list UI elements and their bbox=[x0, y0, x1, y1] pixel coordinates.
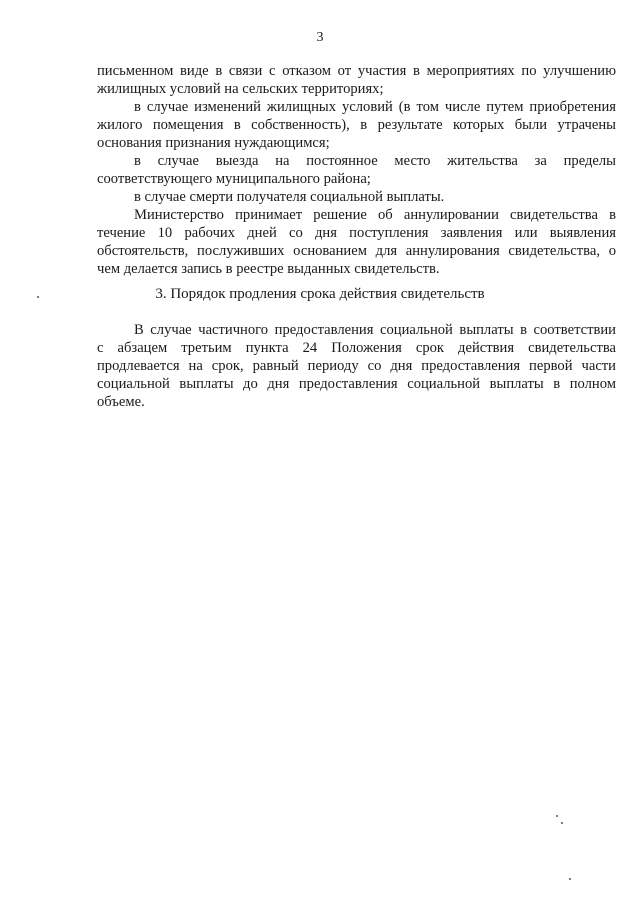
paragraph-2-line-1: в случае изменений жилищных условий (в том числе путем приобретения bbox=[134, 99, 616, 115]
paragraph-2-line-3: основания признания нуждающимся; bbox=[97, 135, 330, 151]
section-3-heading: 3. Порядок продления срока действия свидетельств bbox=[155, 286, 485, 302]
section-3-line-5: объеме. bbox=[97, 394, 145, 410]
paragraph-4-line-1: в случае смерти получателя социальной выплаты. bbox=[134, 189, 445, 205]
scan-speck bbox=[556, 815, 558, 817]
section-3-line-4: социальной выплаты до дня предоставления социальной выплаты в полном bbox=[97, 376, 616, 392]
paragraph-5-line-4: чем делается запись в реестре выданных свидетельств. bbox=[97, 261, 440, 277]
paragraph-3-line-2: соответствующего муниципального района; bbox=[97, 171, 371, 187]
scan-speck bbox=[569, 878, 571, 880]
scan-speck bbox=[37, 296, 39, 298]
paragraph-5-line-1: Министерство принимает решение об аннулировании свидетельства в bbox=[134, 207, 616, 223]
paragraph-2-line-2: жилого помещения в собственность), в результате которых были утрачены bbox=[97, 117, 616, 133]
paragraph-1-line-1: письменном виде в связи с отказом от участия в мероприятиях по улучшению bbox=[97, 63, 616, 79]
section-3-line-1: В случае частичного предоставления социальной выплаты в соответствии bbox=[134, 322, 616, 338]
scan-speck bbox=[561, 822, 563, 824]
page-number: 3 bbox=[316, 30, 324, 45]
paragraph-1-line-2: жилищных условий на сельских территориях; bbox=[97, 81, 384, 97]
paragraph-5-line-2: течение 10 рабочих дней со дня поступления заявления или выявления bbox=[97, 225, 616, 241]
section-3-line-2: с абзацем третьим пункта 24 Положения срок действия свидетельства bbox=[97, 340, 616, 356]
section-3-line-3: продлевается на срок, равный периоду со дня предоставления первой части bbox=[97, 358, 616, 374]
paragraph-5-line-3: обстоятельств, послуживших основанием для аннулирования свидетельства, о bbox=[97, 243, 616, 259]
paragraph-3-line-1: в случае выезда на постоянное место жительства за пределы bbox=[134, 153, 616, 169]
